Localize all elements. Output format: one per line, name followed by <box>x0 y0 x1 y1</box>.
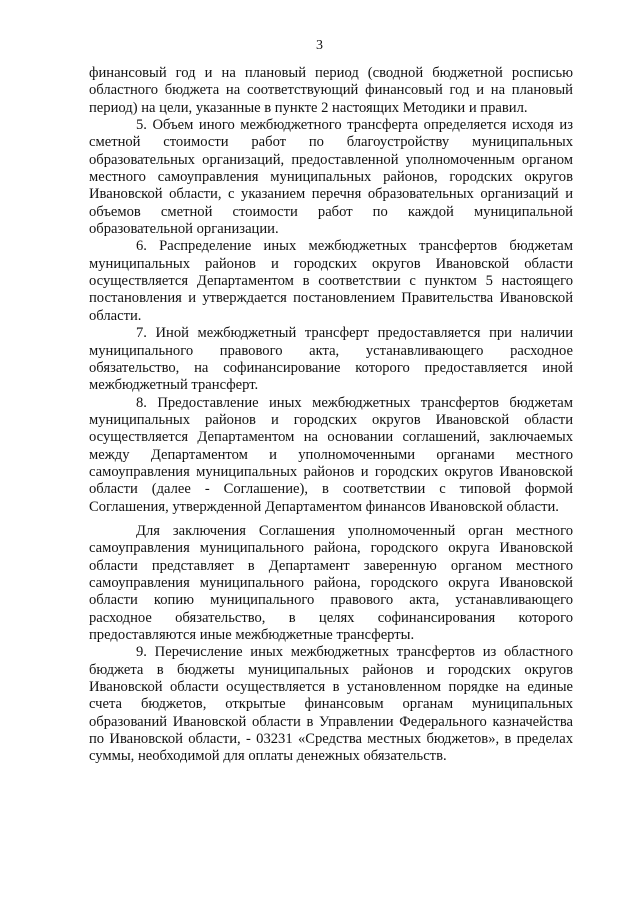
paragraph-agreement-conclusion: Для заключения Соглашения уполномоченный орган местного самоуправления муниципального района, городского округа Ивановской области представляет в Департамент заверенную органом местного самоуправления муниципального района, городского округа Ивановской области копию муниципального правового акта, устанавливающего расходное обязательство, в целях софинансирования которого предоставляются иные межбюджетные трансферты. <box>89 522 573 643</box>
paragraph-item-8: 8. Предоставление иных межбюджетных трансфертов бюджетам муниципальных районов и городских округов Ивановской области осуществляется Департаментом на основании соглашений, заключаемых между Департаментом и уполномоченными органами местного самоуправления муниципальных районов и городских округов Ивановской области (далее - Соглашение), в соответствии с типовой формой Соглашения, утвержденной Департаментом финансов Ивановской области. <box>89 394 573 515</box>
page-number: 3 <box>316 38 323 53</box>
document-body <box>89 65 573 766</box>
paragraph-item-6: 6. Распределение иных межбюджетных трансфертов бюджетам муниципальных районов и городских округов Ивановской области осуществляется Департаментом в соответствии с пунктом 5 настоящего постановления и утверждается постановлением Правительства Ивановской области. <box>89 238 573 324</box>
paragraph-continuation: финансовый год и на плановый период (сводной бюджетной росписью областного бюджета на соответствующий финансовый год и на плановый период) на цели, указанные в пункте 2 настоящих Методики и правил. <box>89 65 573 116</box>
paragraph-item-5: 5. Объем иного межбюджетного трансферта определяется исходя из сметной стоимости работ по благоустройству муниципальных образовательных организаций, предоставленной уполномоченным органом местного самоуправления муниципальных районов, городских округов Ивановской области, с указанием перечня образовательных организаций и объемов сметной стоимости работ по каждой муниципальной образовательной организации. <box>89 117 573 238</box>
paragraph-item-9: 9. Перечисление иных межбюджетных трансфертов из областного бюджета в бюджеты муниципальных районов и городских округов Ивановской области осуществляется в установленном порядке на единые счета бюджетов, открытые финансовым органам муниципальных образований Ивановской области в Управлении Федерального казначейства по Ивановской области, - 03231 «Средства местных бюджетов», в пределах суммы, необходимой для оплаты денежных обязательств. <box>89 644 573 765</box>
paragraph-item-7: 7. Иной межбюджетный трансферт предоставляется при наличии муниципального правового акта, устанавливающего расходное обязательство, на софинансирование которого предоставляется иной межбюджетный трансферт. <box>89 325 573 394</box>
